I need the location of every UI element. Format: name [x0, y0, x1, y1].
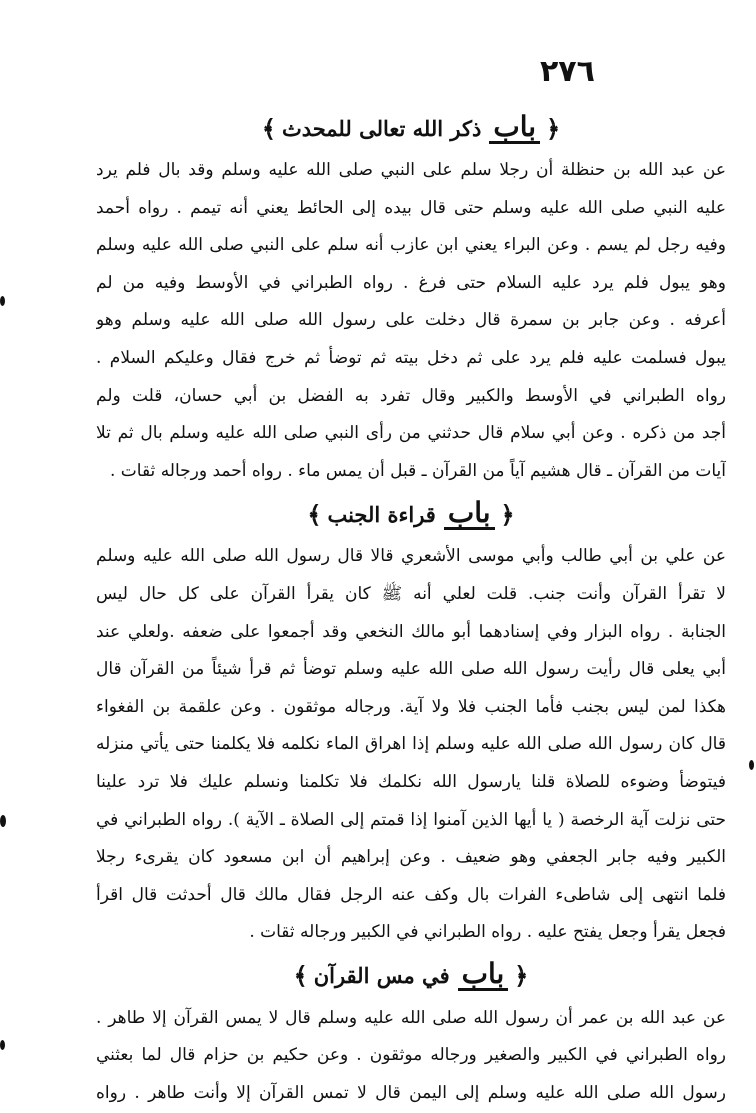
text-line: عن علي بن أبي طالب وأبي موسى الأشعري قالا قال رسول الله صلى الله عليه وسلم	[96, 546, 726, 567]
section-title: قراءة الجنب	[327, 501, 436, 527]
page-content	[96, 104, 726, 1113]
section-junub-recitation	[96, 490, 726, 952]
text-line: أجد من ذكره . وعن أبي سلام قال حدثني من رأى النبي صلى الله عليه وسلم بال ثم تلا	[96, 423, 726, 444]
ornament-bracket-open: ﴿	[546, 113, 561, 143]
margin-ink-spot	[749, 760, 754, 770]
section-title: ذكر الله تعالى للمحدث	[281, 115, 482, 141]
section-bab-label: باب	[489, 113, 540, 144]
text-line: فيتوضأ وضوءه للصلاة قلنا يارسول الله نكلمك فلا تكلمنا ونسلم عليك فلا ترد علينا	[96, 771, 726, 792]
text-line: قال كان رسول الله صلى الله عليه وسلم إذا اهراق الماء نكلمه فلا يكلمنا حتى يأتي منزله	[96, 734, 726, 755]
text-line: وهو يبول فلم يرد عليه السلام حتى فرغ . رواه الطبراني في الأوسط وفيه من لم	[96, 272, 726, 293]
ornament-bracket-close: ﴾	[261, 113, 276, 143]
text-line: حتى نزلت آية الرخصة ( يا أيها الذين آمنوا إذا قمتم إلى الصلاة ـ الآية ). رواه الطبراني في	[96, 809, 726, 830]
ornament-bracket-close: ﴾	[293, 961, 308, 991]
page-number: ٢٧٦	[540, 54, 595, 89]
text-line: هكذا لمن ليس بجنب فأما الجنب فلا ولا آية. ورجاله موثقون . وعن علقمة بن الفغواء	[96, 696, 726, 717]
text-line: فلما انتهى إلى شاطىء الفرات بال وكف عنه الرجل فقال مالك قال أحدثت قال اقرأ	[96, 884, 726, 905]
section-touching-quran	[96, 952, 726, 1113]
text-line: أعرفه . وعن جابر بن سمرة قال دخلت على رسول الله صلى الله عليه وسلم وهو	[96, 310, 726, 331]
text-line: لا تقرأ القرآن وأنت جنب. قلت لعلي أنه ﷺ كان يقرأ القرآن على كل حال ليس	[96, 583, 726, 604]
text-line: آيات من القرآن ـ قال هشيم آياً من القرآن ـ قبل أن يمس ماء . رواه أحمد ورجاله ثقات .	[109, 460, 726, 481]
text-line: عن عبد الله بن حنظلة أن رجلا سلم على النبي صلى الله عليه وسلم وقد بال فلم يرد	[96, 160, 726, 180]
ornament-bracket-close: ﴾	[307, 499, 322, 529]
text-line: رواه الطبراني في الأوسط والكبير وقال تفرد به الفضل بن أبي حسان، قلت ولم	[96, 385, 726, 406]
section-bab-label: باب	[458, 960, 509, 991]
text-line: رسول الله صلى الله عليه وسلم إلى اليمن قال لا تمس القرآن إلا وأنت طاهر . رواه	[96, 1083, 726, 1104]
section-heading	[96, 104, 726, 152]
section-title: في مس القرآن	[313, 963, 450, 989]
section-remembrance	[96, 104, 726, 490]
text-line: الكبير وفيه جابر الجعفي وهو ضعيف . وعن إبراهيم أن ابن مسعود كان يقرىء رجلا	[96, 847, 726, 868]
text-line: عن عبد الله بن عمر أن رسول الله صلى الله عليه وسلم قال لا يمس القرآن إلا طاهر .	[96, 1007, 726, 1028]
text-line: فجعل يقرأ وجعل يفتح عليه . رواه الطبراني في الكبير ورجاله ثقات .	[249, 922, 726, 943]
margin-ink-spot	[0, 815, 6, 827]
text-line: رواه الطبراني في الكبير والصغير ورجاله موثقون . وعن حكيم بن حزام قال لما بعثني	[96, 1045, 726, 1066]
ornament-bracket-open: ﴿	[500, 499, 515, 529]
text-line: يبول فسلمت عليه فلم يرد على ثم دخل بيته ثم توضأ ثم خرج فقال وعليكم السلام .	[96, 347, 726, 368]
margin-ink-spot	[0, 1040, 5, 1050]
margin-ink-spot	[0, 296, 5, 306]
section-heading	[96, 952, 726, 1000]
ornament-bracket-open: ﴿	[514, 961, 529, 991]
text-line: الجنابة . رواه البزار وفي إسنادهما أبو مالك النخعي وقد أجمعوا على ضعفه .ولعلي عند	[96, 621, 726, 642]
text-line: أبي يعلى قال رأيت رسول الله صلى الله عليه وسلم توضأ ثم قرأ شيئاً من القرآن قال	[96, 659, 726, 680]
section-heading	[96, 490, 726, 538]
section-bab-label: باب	[444, 499, 495, 530]
text-line: عليه النبي صلى الله عليه وسلم حتى قال بيده إلى الحائط يعني أنه تيمم . رواه أحمد	[96, 197, 726, 218]
text-line: وفيه رجل لم يسم . وعن البراء يعني ابن عازب أنه سلم على النبي صلى الله عليه وسلم	[96, 235, 726, 256]
